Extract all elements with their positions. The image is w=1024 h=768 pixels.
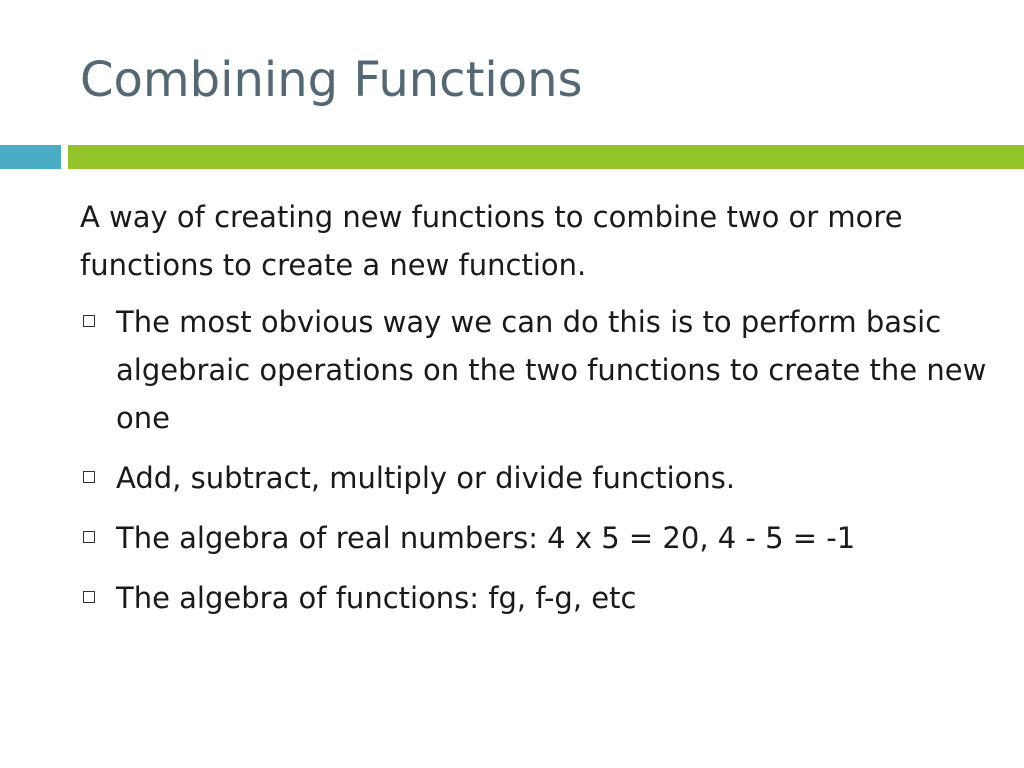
hollow-square-icon [83, 591, 95, 603]
hollow-square-icon [83, 471, 95, 483]
bullet-text: The algebra of functions: fg, f-g, etc [116, 581, 637, 615]
title-accent-bar-green [68, 145, 1024, 169]
list-item [80, 514, 1000, 562]
list-item [80, 298, 1000, 442]
list-item [80, 574, 1000, 622]
hollow-square-icon [83, 315, 95, 327]
bullet-text: Add, subtract, multiply or divide functions. [116, 461, 736, 495]
bullet-list [80, 298, 1000, 634]
hollow-square-icon [83, 531, 95, 543]
list-item [80, 454, 1000, 502]
bullet-text: The most obvious way we can do this is to perform basic algebraic operations on the two functions to create the new one [116, 305, 987, 435]
intro-paragraph: A way of creating new functions to combine two or more functions to create a new function. [80, 200, 903, 282]
title-accent-bar-teal [0, 145, 61, 169]
slide-title: Combining Functions [80, 52, 583, 108]
bullet-text: The algebra of real numbers: 4 x 5 = 20, 4 - 5 = -1 [116, 521, 856, 555]
